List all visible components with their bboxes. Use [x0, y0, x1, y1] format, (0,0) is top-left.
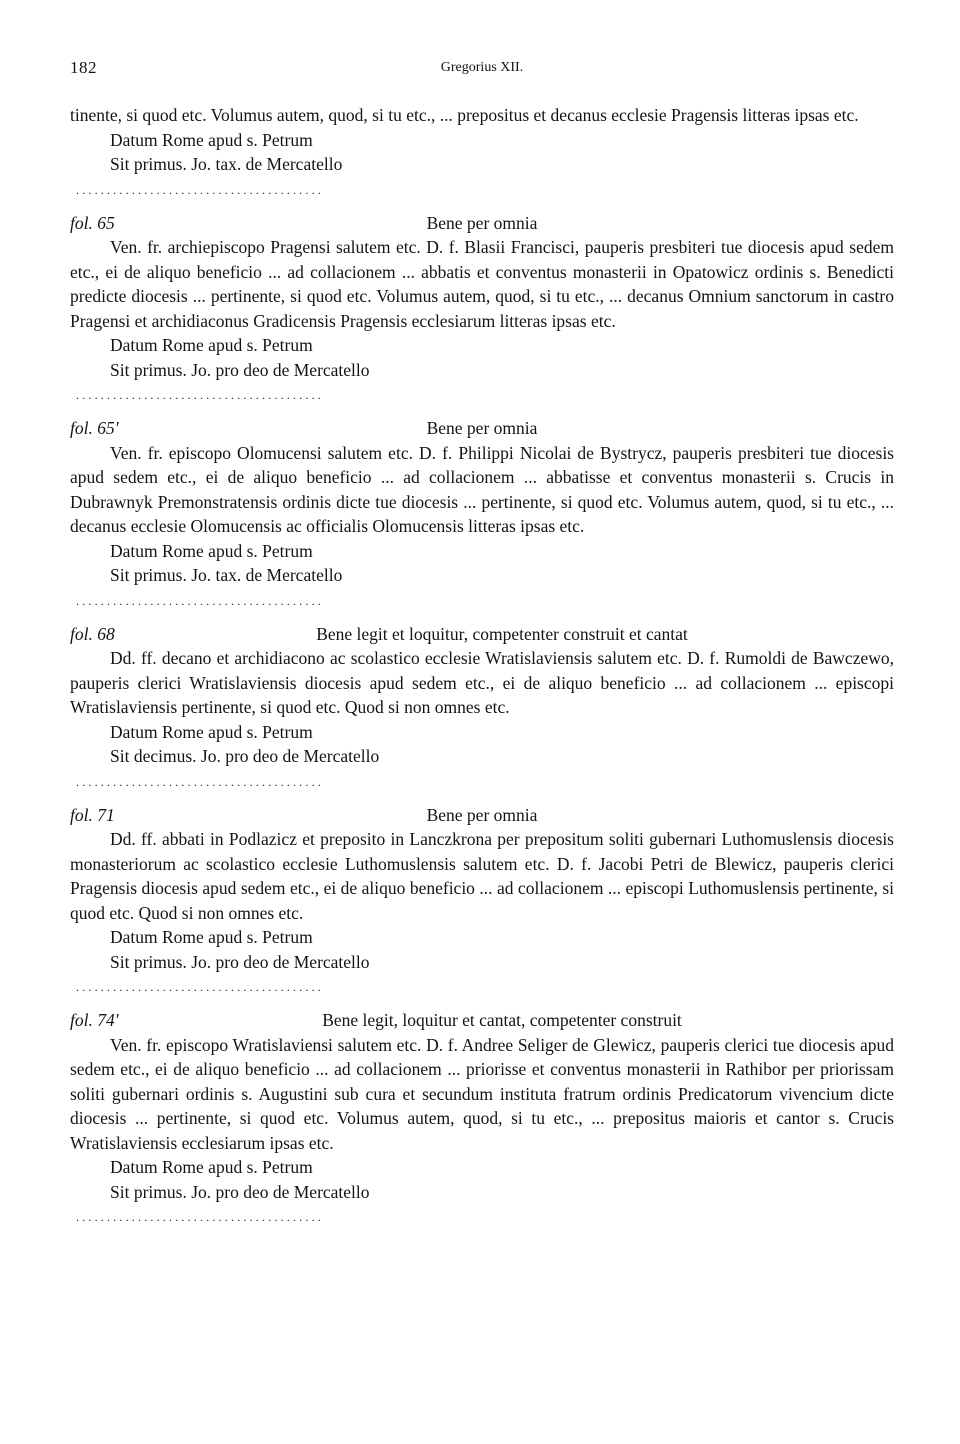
datum-line: Datum Rome apud s. Petrum [110, 540, 313, 561]
intro-block [70, 103, 894, 199]
examination-note: Bene legit et loquitur, competenter construit et cantat [316, 623, 688, 644]
entry-text: Ven. fr. archiepiscopo Pragensi salutem etc. D. f. Blasii Francisci, pauperis presbiteri tue diocesis apud sedem etc., ei de aliquo beneficio ... ad collacionem ... abbatis et conventus monasterii in Opatowicz ordinis s. Benedicti predicte diocesis ... pertinente, si quod etc. Volumus autem, quod, si tu etc., ... decanus Omnium sanctorum in castro Pragensi et archidiaconus Gradicensis Pragensis ecclesiarum litteras ipsas etc. [70, 237, 894, 331]
intro-text: tinente, si quod etc. Volumus autem, quod, si tu etc., ... prepositus et decanus ecclesie Pragensis litteras ipsas etc. [70, 105, 859, 125]
folio-label: fol. 68 [70, 623, 115, 644]
datum-line: Datum Rome apud s. Petrum [110, 1157, 313, 1177]
examination-note: Bene legit, loquitur et cantat, competenter construit [322, 1010, 682, 1030]
sit-line: Sit decimus. Jo. pro deo de Mercatello [110, 746, 380, 766]
datum-line: Datum Rome apud s. Petrum [110, 721, 313, 742]
entry-fol-65v [70, 416, 894, 610]
dotted-separator: ........................................ [76, 980, 324, 994]
folio-label: fol. 71 [70, 804, 115, 825]
datum-line: Datum Rome apud s. Petrum [110, 129, 313, 150]
examination-note: Bene per omnia [426, 804, 538, 825]
entry-text: Ven. fr. episcopo Olomucensi salutem etc. D. f. Philippi Nicolai de Bystrycz, pauperis presbiteri tue diocesis apud sedem etc., ei de aliquo beneficio ... ad collacionem ... abbatisse et conventus monasterii s. Crucis in Dubrawnyk Premonstratensis ordinis dicte tue diocesis ... pertinente, si quod etc. Volumus autem, quod, si tu etc., ... decanus ecclesie Olomucensis ac officialis Olomucensis litteras ipsas etc. [70, 442, 894, 536]
page-number: 182 [70, 58, 97, 77]
folio-label: fol. 74' [70, 1010, 119, 1030]
sit-line: Sit primus. Jo. pro deo de Mercatello [110, 359, 370, 380]
entry-fol-74v [70, 1008, 894, 1226]
entry-fol-71 [70, 803, 894, 997]
entry-text: Dd. ff. decano et archidiacono ac scolastico ecclesie Wratislaviensis salutem etc. D. f. Rumoldi de Bawczewo, pauperis clerici Wratislaviensis diocesis apud sedem etc., ei de aliquo beneficio ... ad collacionem ... episcopi Wratislaviensis pertinente, si quod etc. Quod si non omnes etc. [70, 648, 894, 717]
page-header [70, 48, 894, 78]
entry-text: Ven. fr. episcopo Wratislaviensi salutem etc. D. f. Andree Seliger de Glewicz, pauperis clerici tue diocesis apud sedem etc., ei de aliquo beneficio ... ad collacionem ... priorisse et conventus monasterii in Rathibor per priorissam soliti gubernari ordinis s. Augustini sub cura et secundum instituta fratrum ordinis Predicatorum vivencium dicte diocesis ... pertinente, si quod etc. Volumus autem, quod, si tu etc., ... prepositus maioris et cantor s. Crucis Wratislaviensis ecclesiarum ipsas etc. [70, 1034, 894, 1153]
dotted-separator: ........................................ [76, 593, 324, 608]
sit-line: Sit primus. Jo. pro deo de Mercatello [110, 951, 370, 972]
entry-text: Dd. ff. abbati in Podlazicz et preposito in Lanczkrona per prepositum soliti gubernari Luthomuslensis diocesis monasteriorum ac scolastico ecclesie Luthomuslensis salutem etc. D. f. Jacobi Petri de Blewicz, pauperis clerici Pragensis diocesis apud sedem etc., ei de aliquo beneficio ... ad collacionem ... episcopi Luthomuslensis pertinente, si quod etc. Quod si non omnes etc. [70, 829, 894, 923]
datum-line: Datum Rome apud s. Petrum [110, 335, 313, 355]
folio-label: fol. 65' [70, 418, 119, 438]
document-page [70, 48, 894, 1238]
dotted-separator: ........................................ [76, 774, 324, 789]
sit-line: Sit primus. Jo. pro deo de Mercatello [110, 1181, 370, 1202]
folio-label: fol. 65 [70, 212, 115, 233]
sit-line: Sit primus. Jo. tax. de Mercatello [110, 565, 343, 585]
entry-fol-65 [70, 211, 894, 405]
dotted-separator: ........................................ [76, 1210, 324, 1224]
datum-line: Datum Rome apud s. Petrum [110, 927, 313, 947]
sit-line: Sit primus. Jo. tax. de Mercatello [110, 154, 343, 174]
running-title: Gregorius XII. [440, 60, 524, 75]
dotted-separator: ........................................ [76, 388, 324, 402]
examination-note: Bene per omnia [426, 418, 538, 438]
dotted-separator: ........................................ [76, 182, 324, 197]
examination-note: Bene per omnia [426, 212, 538, 233]
entry-fol-68 [70, 622, 894, 791]
